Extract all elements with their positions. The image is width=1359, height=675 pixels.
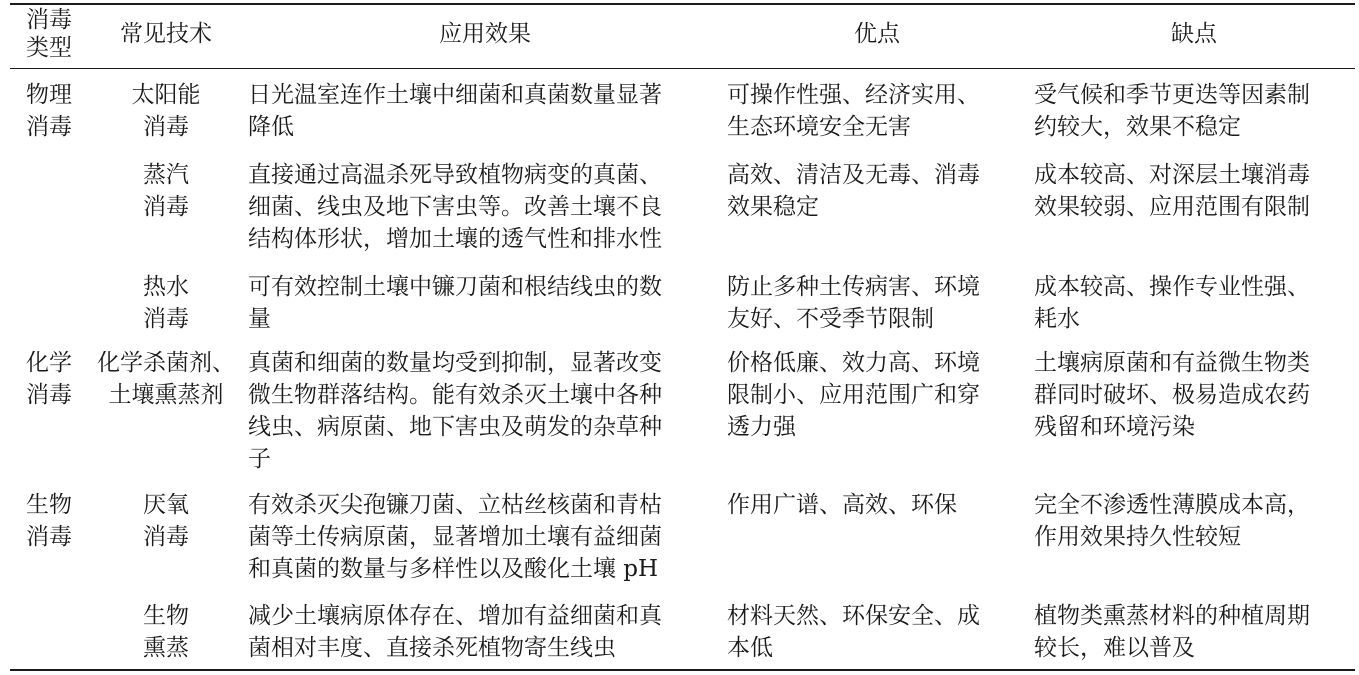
cell-effect: 直接通过高温杀死导致植物病变的真菌、 细菌、线虫及地下害虫等。改善土壤不良 结构体形状，增加土壤的透气性和排水性 [248,162,662,252]
table-top-rule [10,3,1355,5]
cell-technique: 蒸汽 消毒 [143,162,189,220]
cell-effect: 有效杀灭尖孢镰刀菌、立枯丝核菌和青枯 菌等土传病原菌，显著增加土壤有益细菌 和真菌的数量与多样性以及酸化土壤 pH [248,492,662,582]
cell-disadvantages: 成本较高、操作专业性强、 耗水 [1034,274,1310,332]
cell-advantages: 价格低廉、效力高、环境 限制小、应用范围广和穿 透力强 [727,350,980,440]
header-advantages: 优点 [854,21,900,47]
table-header-rule [10,68,1355,69]
table-bottom-rule [10,669,1355,671]
cell-disadvantages: 受气候和季节更迭等因素制 约较大，效果不稳定 [1034,82,1310,140]
header-technique: 常见技术 [120,21,212,47]
cell-technique: 化学杀菌剂、 土壤熏蒸剂 [97,350,235,408]
cell-technique: 厌氧 消毒 [143,492,189,550]
cell-disadvantages: 土壤病原菌和有益微生物类 群同时破坏、极易造成农药 残留和环境污染 [1034,350,1310,440]
cell-technique: 太阳能 消毒 [131,82,201,140]
cell-disadvantages: 成本较高、对深层土壤消毒 效果较弱、应用范围有限制 [1034,162,1310,220]
cell-advantages: 高效、清洁及无毒、消毒 效果稳定 [727,162,980,220]
cell-effect: 减少土壤病原体存在、增加有益细菌和真 菌相对丰度、直接杀死植物寄生线虫 [248,603,662,661]
cell-advantages: 材料天然、环保安全、成 本低 [727,603,980,661]
cell-advantages: 防止多种土传病害、环境 友好、不受季节限制 [727,274,980,332]
cell-type: 物理 消毒 [26,82,72,140]
cell-type: 生物 消毒 [26,492,72,550]
cell-technique: 热水 消毒 [143,274,189,332]
cell-effect: 真菌和细菌的数量均受到抑制，显著改变 微生物群落结构。能有效杀灭土壤中各种 线虫、病原菌、地下害虫及萌发的杂草种 子 [248,350,662,472]
cell-advantages: 作用广谱、高效、环保 [727,492,957,518]
cell-disadvantages: 完全不渗透性薄膜成本高， 作用效果持久性较短 [1034,492,1310,550]
cell-technique: 生物 熏蒸 [143,603,189,661]
cell-type: 化学 消毒 [26,350,72,408]
header-type: 消毒 类型 [26,7,72,61]
cell-advantages: 可操作性强、经济实用、 生态环境安全无害 [727,82,980,140]
cell-effect: 日光温室连作土壤中细菌和真菌数量显著 降低 [248,82,662,140]
header-effect: 应用效果 [439,21,531,47]
header-disadvantages: 缺点 [1171,21,1217,47]
cell-disadvantages: 植物类熏蒸材料的种植周期 较长，难以普及 [1034,603,1310,661]
cell-effect: 可有效控制土壤中镰刀菌和根结线虫的数 量 [248,274,662,332]
